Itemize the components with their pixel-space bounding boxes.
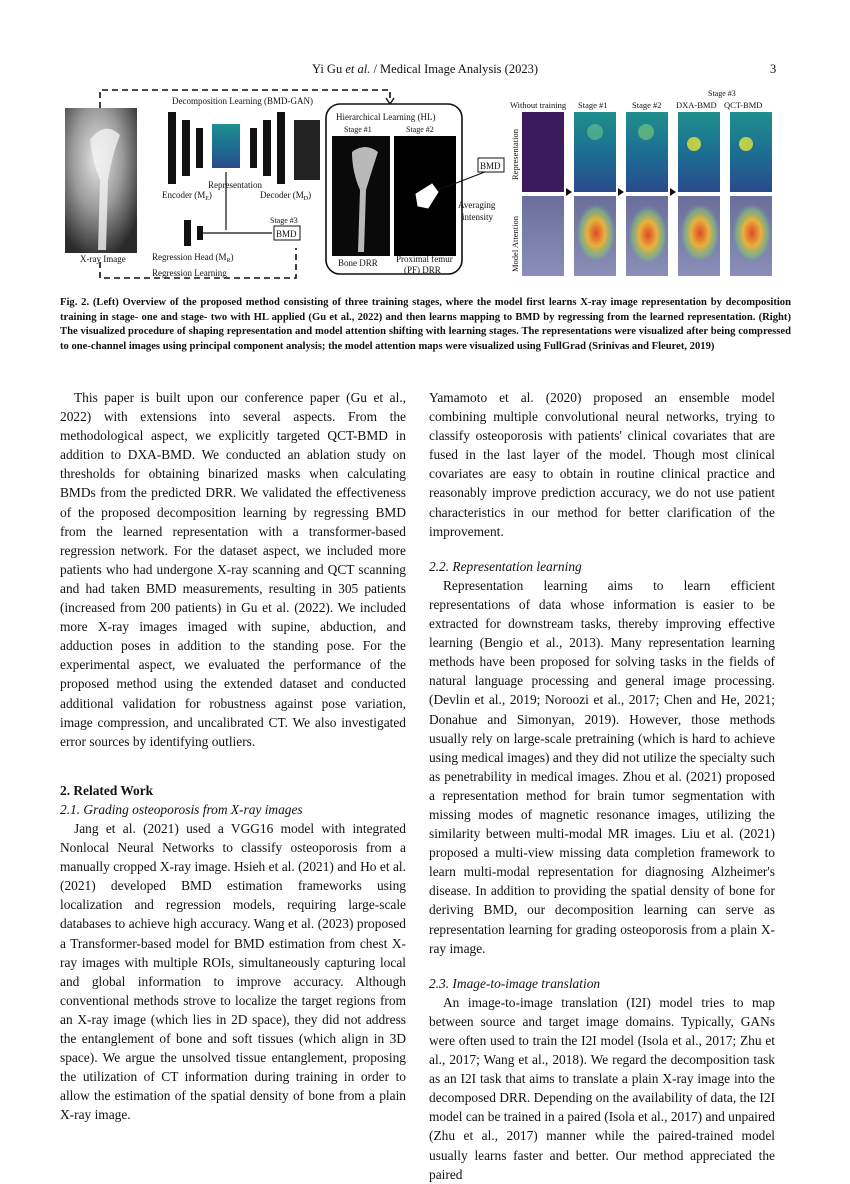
running-header: Yi Gu et al. / Medical Image Analysis (2023) (311, 62, 538, 76)
averaging-label-1: Averaging (458, 200, 496, 210)
col-header-4: QCT-BMD (724, 100, 763, 110)
page-number: 3 (770, 62, 777, 76)
left-paragraph-1: This paper is built upon our conference paper (Gu et al., 2022) with extensions into several aspects. From the methodological aspect, we explicitly targeted QCT-BMD in addition to DXA-BMD. We conducted an ablation study on thresholds for obtaining binarized masks when calculating BMDs from the predicted DRR. We validated the effectiveness of the proposed decomposition learning by regressing BMD from the learned representation with a transformer-based regression network. For the dataset aspect, we included more patients who had undergone X-ray scanning and QCT scanning and had taken BMD measurements, resulting in 305 patients (increased from 200 patients) in Gu et al. (2022). We included more X-ray images imaged with supine, abduction, and adduction poses in addition to the standing pose. For the experimental aspect, we evaluated the performance of the proposed method using the extended dataset and conducted additional validation for robustness against pose variation, image compression, and uncalibrated CT. We also investigated error sources by identifying outliers. (60, 390, 406, 749)
figure-caption: Fig. 2. (Left) Overview of the proposed method consisting of three training stages, where the model first learns X-ray image representation by decomposition training in stage- one and stage- two with HL applied (Gu et al., 2022) and then learns mapping to BMD by regressing from the learned representation. (Right) The visualized procedure of shaping representation and model attention shifting with learning stages. The representations were visualized after being compressed to one-channel images using principal component analysis; the model attention maps were visualized using FullGrad (Srinivas and Fleuret, 2019) (60, 297, 791, 352)
col-header-0: Without training (510, 100, 567, 110)
col-header-1: Stage #1 (578, 100, 608, 110)
subsection-2-2-heading: 2.2. Representation learning (429, 558, 582, 574)
right-paragraph-1: Yamamoto et al. (2020) proposed an ensemble model combining multiple convolutional neural networks, trying to classify osteoporosis with patients' clinical covariates that are fused in the last layer of the model. Though most clinical covariates are easy to obtain in routine clinical practice and reasonably improve prediction accuracy, we do not use patient characteristics in our method for better clarification of the improvement. (429, 390, 775, 539)
xray-image (65, 108, 137, 253)
bone-drr-label: Bone DRR (338, 258, 378, 268)
decoder-blocks (250, 112, 285, 184)
representation-image (212, 124, 240, 168)
subsection-2-3-heading: 2.3. Image-to-image translation (429, 975, 601, 991)
regression-learning-label: Regression Learning (152, 268, 227, 278)
decomposition-label: Decomposition Learning (BMD-GAN) (172, 96, 313, 106)
figure-2 (60, 80, 790, 290)
right-column (429, 388, 775, 1184)
col-header-3: DXA-BMD (676, 100, 717, 110)
col-headers (510, 100, 762, 110)
representation-label: Representation (208, 180, 262, 190)
hl-stage2: Stage #2 (406, 125, 434, 134)
attention-row (522, 196, 772, 276)
left-column (60, 388, 406, 1124)
hl-title: Hierarchical Learning (HL) (336, 112, 436, 122)
row-label-representation: Representation (510, 129, 520, 180)
pf-drr-label-2: (PF) DRR (404, 265, 441, 275)
bmd-label-mid: BMD (480, 161, 501, 171)
pf-drr-label-1: Proximal femur (396, 254, 453, 264)
xray-label: X-ray Image (80, 254, 126, 264)
representation-row (522, 112, 772, 192)
encoder-label: Encoder $(M_E)$ (162, 190, 212, 202)
decoder-label: Decoder $(M_D)$ (260, 190, 312, 202)
averaging-label-2: intensity (462, 212, 493, 222)
regression-head-blocks (184, 220, 203, 246)
right-paragraph-2: Representation learning aims to learn efficient representations of data whose information is easier to be extracted for downstream tasks, thereby improving effective learning (Bengio et al., 2013). Many representation learning methods have been proposed for solving tasks in the fields of natural language processing and general image processing. (Devlin et al., 2019; Noroozi et al., 2017; Chen and He, 2021; Donahue and Simonyan, 2019). However, those methods usually rely on large-scale pretraining (which is hard to achieve using medical images) and they did not utilize the specialty such as penetrability in medical images. Zhou et al. (2021) proposed a representation method for brain tumor segmentation with missing modes of magnetic resonance images, utilizing the similarity between multi-modal MR images. Liu et al. (2021) proposed a multi-view missing data completion framework to learn multi-modal representation for diagnosing Alzheimer's disease. In addition to providing the spatial density of bone for deriving BMD, our decomposition learning can serve as representation learning for grading osteoporosis from a plain X-ray image. (429, 577, 775, 956)
decoded-image (294, 120, 320, 180)
encoder-blocks (168, 112, 203, 184)
regression-head-label: Regression Head $(M_R)$ (152, 252, 234, 264)
bmd-label-left: BMD (276, 229, 297, 239)
row-label-attention: Model Attention (510, 216, 520, 272)
subsection-2-1-heading: 2.1. Grading osteoporosis from X-ray images (60, 801, 303, 817)
section-2-heading: 2. Related Work (60, 782, 154, 798)
stage3-label-left: Stage #3 (270, 216, 298, 225)
hl-stage1: Stage #1 (344, 125, 372, 134)
right-stage3-label: Stage #3 (708, 89, 736, 98)
right-paragraph-3: An image-to-image translation (I2I) model tries to map between source and target image domains. Typically, GANs were often used to train the I2I model (Isola et al., 2017; Zhu et al., 2017; Wang et al., 2018). We regard the decomposition task as an I2I task that aims to translate a plain X-ray image into the decomposed DRR. Depending on the availability of data, the I2I model can be trained in a paired (Isola et al., 2017) and unpaired (Zhu et al., 2017) manner while the paired-trained model usually learns faster and better. Our method appreciated the paired (429, 994, 775, 1182)
left-paragraph-2: Jang et al. (2021) used a VGG16 model with integrated Nonlocal Neural Networks to classify osteoporosis from a manually cropped X-ray image. Hsieh et al. (2021) and Ho et al. (2021) developed BMD estimation frameworks using localization and regression models, requiring large-scale databases to achieve high accuracy. Wang et al. (2023) proposed a Transformer-based model for BMD estimation from chest X-ray images with multiple ROIs, simultaneously capturing local and global information to improve accuracy. Although conventional methods strove to localize the target regions from an X-ray image (which lies in 2D space), they did not address the entanglement of bone and soft tissues (which align in 3D space). We argue the unsolved tissue entanglement, proposing the utilization of CT information during training in order to allow the estimation of the spatial density of bone from a plain X-ray image. (60, 820, 406, 1123)
col-header-2: Stage #2 (632, 100, 662, 110)
